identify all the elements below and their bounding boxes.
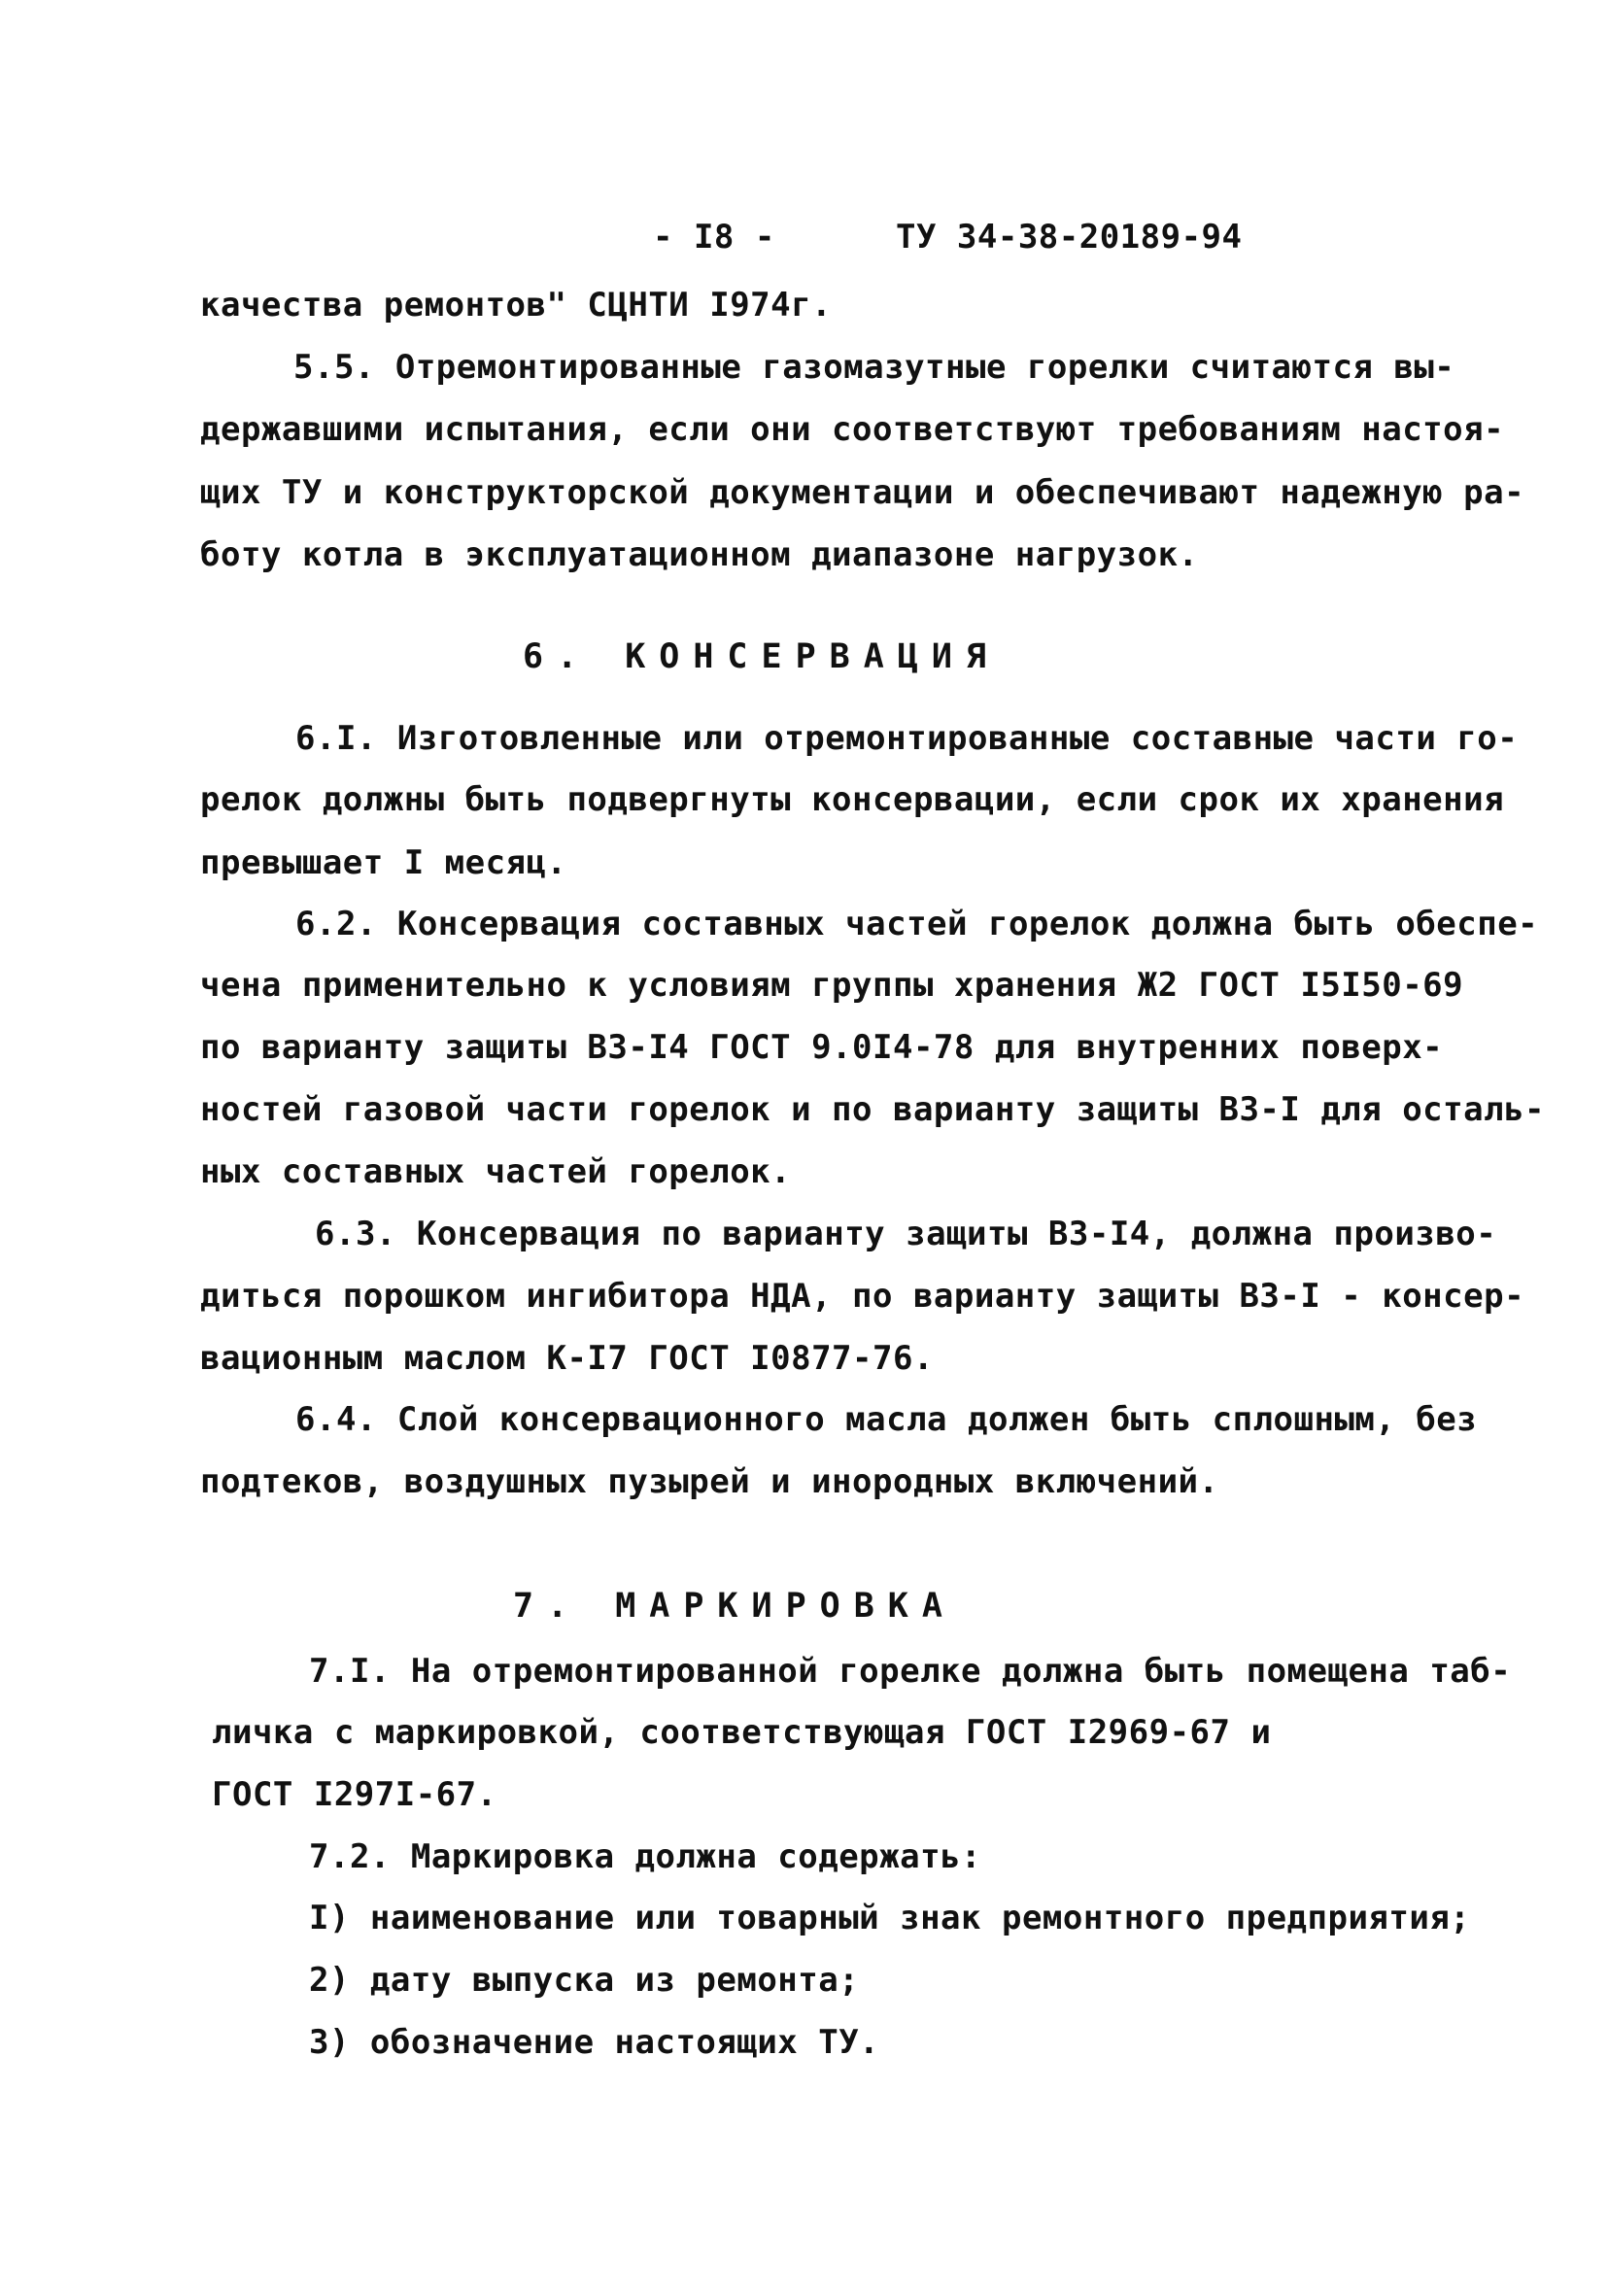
text-line: 6.4. Слой консервационного масла должен быть сплошным, без <box>295 1400 1478 1439</box>
text-line: личка с маркировкой, соответствующая ГОСТ I2969-67 и <box>212 1713 1272 1752</box>
text-line: ностей газовой части горелок и по варианту защиты ВЗ-I для осталь- <box>200 1090 1546 1129</box>
text-line: 5.5. Отремонтированные газомазутные горелки считаются вы- <box>293 348 1455 387</box>
text-line: качества ремонтов" СЦНТИ I974г. <box>200 286 833 325</box>
text-line: диться порошком ингибитора НДА, по варианту защиты ВЗ-I - консер- <box>200 1277 1525 1316</box>
text-line: щих ТУ и конструкторской документации и обеспечивают надежную ра- <box>200 473 1525 512</box>
list-item: I) наименование или товарный знак ремонтного предприятия; <box>309 1899 1471 1937</box>
text-line: 6.I. Изготовленные или отремонтированные составные части го- <box>295 719 1519 758</box>
text-line: по варианту защиты ВЗ-I4 ГОСТ 9.0I4-78 для внутренних поверх- <box>200 1028 1444 1067</box>
section-heading: 7. МАРКИРОВКА <box>513 1587 956 1626</box>
text-line: боту котла в эксплуатационном диапазоне нагрузок. <box>200 535 1199 574</box>
text-line: релок должны быть подвергнуты консервации, если срок их хранения <box>200 780 1505 819</box>
list-item: 3) обозначение настоящих ТУ. <box>309 2023 880 2062</box>
text-line: ГОСТ I297I-67. <box>212 1775 497 1814</box>
text-line: чена применительно к условиям группы хранения Ж2 ГОСТ I5I50-69 <box>200 966 1464 1005</box>
text-line: 7.I. На отремонтированной горелке должна быть помещена таб- <box>309 1652 1512 1691</box>
text-line: вационным маслом К-I7 ГОСТ I0877-76. <box>200 1339 934 1378</box>
text-line: подтеков, воздушных пузырей и инородных включений. <box>200 1462 1219 1501</box>
document-code: ТУ 34-38-20189-94 <box>896 218 1243 257</box>
text-line: превышает I месяц. <box>200 843 567 882</box>
text-line: 6.3. Консервация по варианту защиты ВЗ-I4, должна произво- <box>315 1215 1497 1253</box>
section-heading: 6. КОНСЕРВАЦИЯ <box>523 637 1001 676</box>
list-item: 2) дату выпуска из ремонта; <box>309 1961 860 2000</box>
text-line: державшими испытания, если они соответствуют требованиям настоя- <box>200 410 1505 449</box>
text-line: 6.2. Консервация составных частей горелок должна быть обеспе- <box>295 905 1539 943</box>
text-line: ных составных частей горелок. <box>200 1152 792 1191</box>
page-number: - I8 - <box>653 218 775 257</box>
text-line: 7.2. Маркировка должна содержать: <box>309 1837 982 1876</box>
